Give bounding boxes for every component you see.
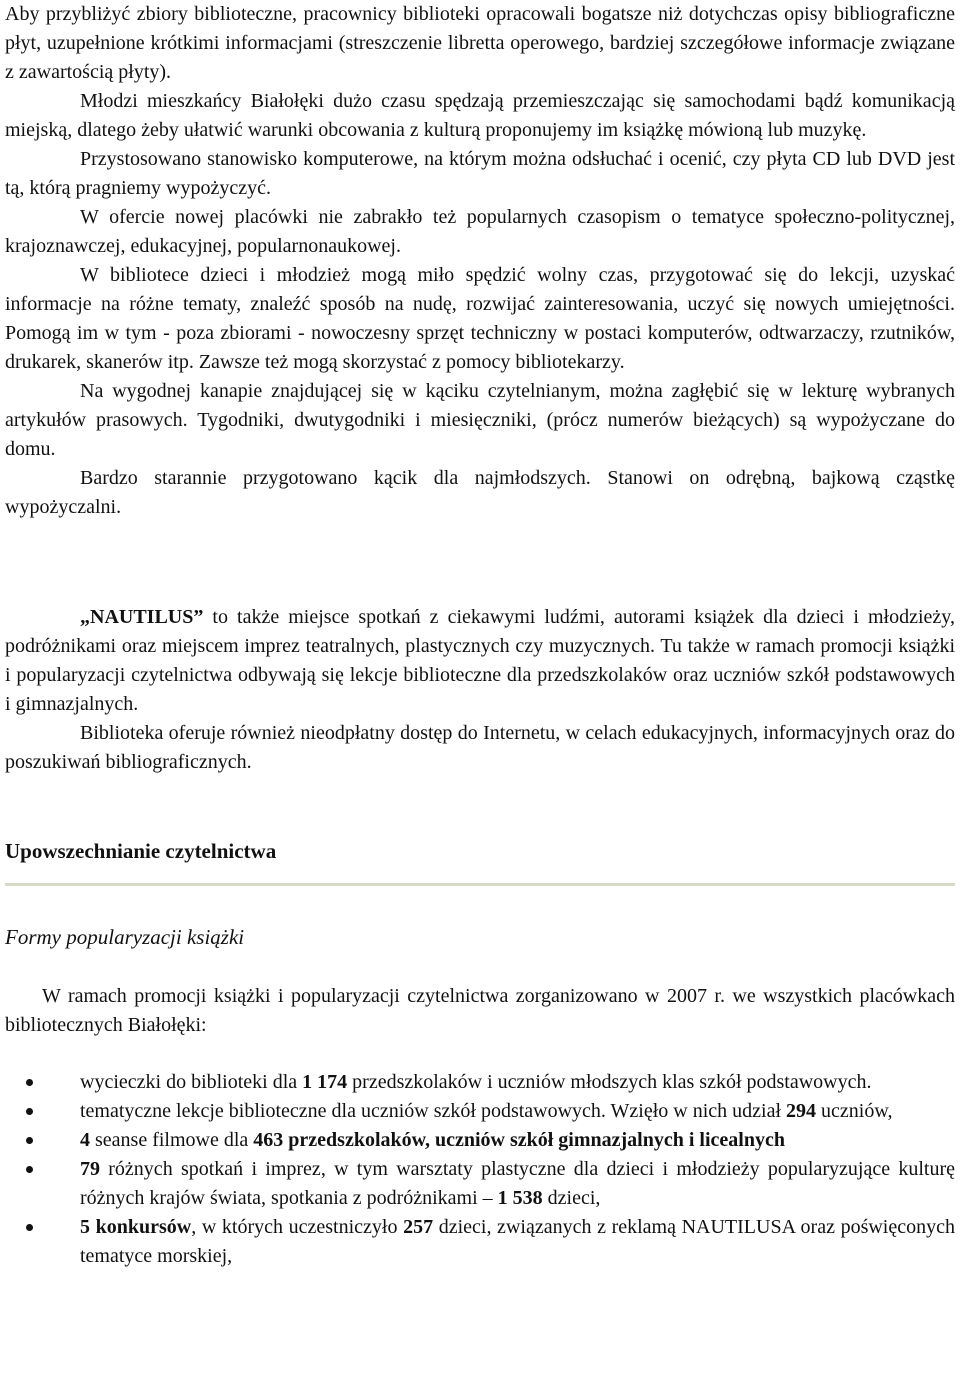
nautilus-name: „NAUTILUS” — [80, 606, 204, 628]
bullet-icon — [26, 1108, 33, 1115]
paragraph-magazines: W ofercie nowej placówki nie zabrakło też popularnych czasopism o tematyce społeczno-politycznej, krajoznawczej, edukacyjnej, popularnonaukowej. — [5, 206, 955, 257]
paragraph-nautilus-meetings — [5, 603, 955, 719]
nautilus-text: to także miejsce spotkań z ciekawymi ludźmi, autorami książek dla dzieci i młodzieży, podróżnikami oraz miejscem imprez teatralnych, plastycznych czy muzycznych. Tu także w ramach promocji książki i popularyzacji czytelnictwa odbywają się lekcje biblioteczne dla przedszkolaków oraz uczniów szkół podstawowych i gimnazjalnych. — [5, 606, 955, 715]
paragraph-audiobooks: Młodzi mieszkańcy Białołęki dużo czasu spędzają przemieszczając się samochodami bądź komunikacją miejską, dlatego żeby ułatwić warunki obcowania z kulturą proponujemy im książkę mówioną lub muzykę. — [5, 90, 955, 141]
item-text: seanse filmowe dla — [90, 1129, 254, 1151]
paragraph-internet-access: Biblioteka oferuje również nieodpłatny dostęp do Internetu, w celach edukacyjnych, informacyjnych oraz do poszukiwań bibliograficznych. — [5, 722, 955, 773]
subsection-heading: Formy popularyzacji książki — [5, 925, 245, 949]
list-item — [5, 1213, 955, 1271]
paragraph-youth-activities: W bibliotece dzieci i młodzież mogą miło spędzić wolny czas, przygotować się do lekcji, uzyskać informacje na różne tematy, znaleźć sposób na nudę, rozwijać zainteresowania, uczyć się nowych umiejętności. Pomogą im w tym - poza zbiorami - nowoczesny sprzęt techniczny w postaci komputerów, odtwarzaczy, rzutników, drukarek, skanerów itp. Zawsze też mogą skorzystać z pomocy bibliotekarzy. — [5, 264, 955, 373]
item-text: , w których uczestniczyło — [191, 1216, 404, 1238]
paragraph-kids-corner: Bardzo starannie przygotowano kącik dla najmłodszych. Stanowi on odrębną, bajkową cząstkę wypożyczalni. — [5, 467, 955, 518]
item-bold: 257 — [403, 1216, 434, 1238]
item-bold: 294 — [786, 1100, 817, 1122]
bullet-icon — [26, 1224, 33, 1231]
intro-section — [5, 0, 955, 522]
list-item — [5, 1097, 955, 1126]
bullet-icon — [26, 1166, 33, 1173]
paragraph-listening-station: Przystosowano stanowisko komputerowe, na którym można odsłuchać i ocenić, czy płyta CD lub DVD jest tą, którą pragniemy wypożyczyć. — [5, 148, 955, 199]
paragraph-forms-intro: W ramach promocji książki i popularyzacji czytelnictwa zorganizowano w 2007 r. we wszystkich placówkach bibliotecznych Białołęki: — [5, 985, 955, 1036]
activities-list — [5, 1068, 955, 1271]
bullet-icon — [26, 1137, 33, 1144]
item-bold: 463 przedszkolaków, uczniów szkół gimnazjalnych i licealnych — [253, 1129, 785, 1151]
forms-intro — [5, 982, 955, 1040]
item-bold: 4 — [80, 1129, 90, 1151]
item-bold: 1 538 — [497, 1187, 543, 1209]
section-divider — [5, 883, 955, 886]
item-text: wycieczki do biblioteki dla — [80, 1071, 303, 1093]
item-text: różnych spotkań i imprez, w tym warsztaty plastyczne dla dzieci i młodzieży popularyzujące kulturę różnych krajów świata, spotkania z podróżnikami – — [80, 1158, 955, 1209]
section-heading: Upowszechnianie czytelnictwa — [5, 839, 277, 863]
list-item — [5, 1068, 955, 1097]
item-text: dzieci, związanych z reklamą NAUTILUSA oraz poświęconych tematyce morskiej, — [80, 1216, 955, 1267]
item-text: przedszkolaków i uczniów młodszych klas szkół podstawowych. — [347, 1071, 872, 1093]
item-text: dzieci, — [542, 1187, 601, 1209]
paragraph-reading-corner: Na wygodnej kanapie znajdującej się w kąciku czytelnianym, można zagłębić się w lekturę wybranych artykułów prasowych. Tygodniki, dwutygodniki i miesięczniki, (prócz numerów bieżących) są wypożyczane do domu. — [5, 380, 955, 460]
item-text: uczniów, — [816, 1100, 893, 1122]
item-text: tematyczne lekcje biblioteczne dla uczniów szkół podstawowych. Wzięło w nich udział — [80, 1100, 787, 1122]
list-item — [5, 1155, 955, 1213]
item-bold: 1 174 — [302, 1071, 348, 1093]
list-item — [5, 1126, 955, 1155]
nautilus-section — [5, 603, 955, 777]
item-bold: 79 — [80, 1158, 100, 1180]
paragraph-record-descriptions: Aby przybliżyć zbiory biblioteczne, pracownicy biblioteki opracowali bogatsze niż dotychczas opisy bibliograficzne płyt, uzupełnione krótkimi informacjami (streszczenie libretta operowego, bardziej szczegółowe informacje związane z zawartością płyty). — [5, 3, 955, 83]
bullet-icon — [26, 1079, 33, 1086]
item-bold: 5 konkursów — [80, 1216, 192, 1238]
